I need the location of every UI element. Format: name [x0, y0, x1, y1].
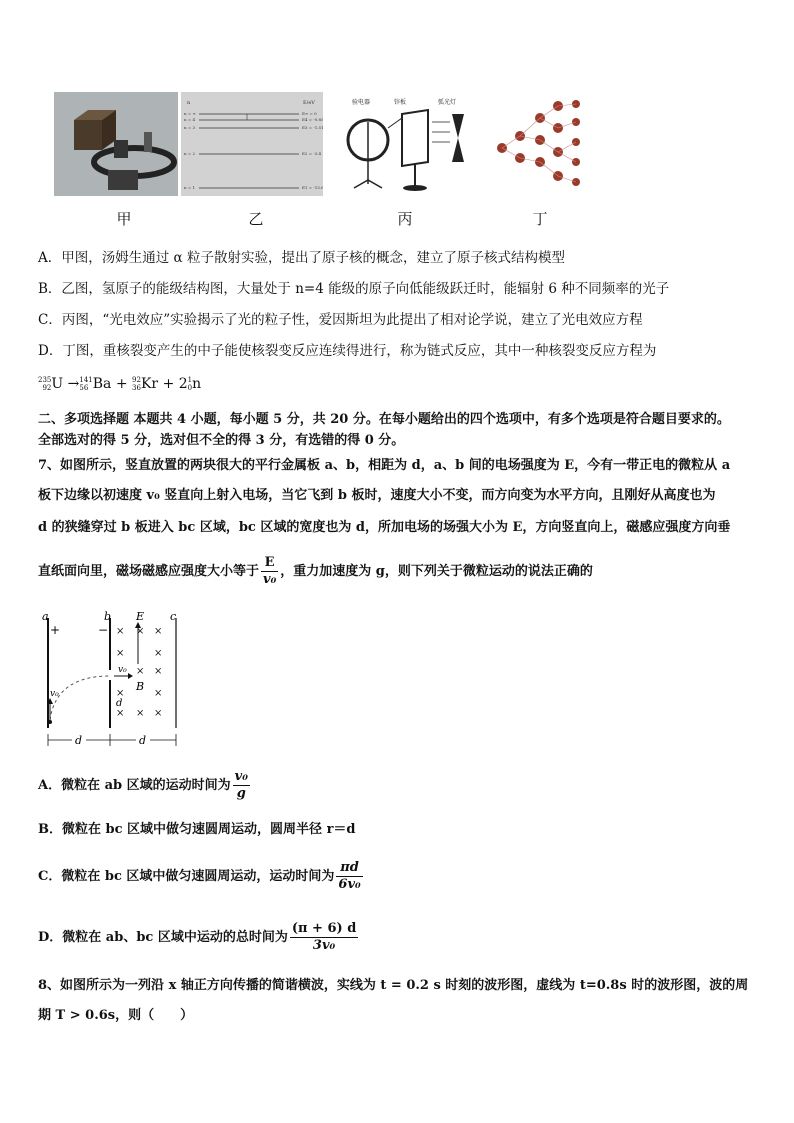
fig-label-e: E [136, 610, 145, 623]
fig-label-c: c [170, 610, 177, 623]
q6-option-c: C．丙图，“光电效应”实验揭示了光的粒子性，爱因斯坦为此提出了相对论学说，建立了光电效应方程 [38, 312, 643, 328]
fig-label-a: a [42, 610, 49, 623]
q7-line3: d 的狭缝穿过 b 板进入 bc 区域，bc 区域的宽度也为 d，所加电场的场强大小为 E，方向竖直向上，磁感应强度方向垂 [38, 520, 731, 535]
n-z: 0 [187, 384, 193, 392]
q7-option-c-text: C．微粒在 bc 区域中做匀速圆周运动，运动时间为 [38, 869, 335, 884]
q7-a-den: g [236, 786, 246, 801]
q7-option-c-fraction [336, 860, 362, 893]
yi-ev-label: E/eV [303, 100, 315, 106]
cross-r1c1: × [116, 626, 125, 637]
cross-r4c1: × [116, 688, 125, 699]
plus-1: + [115, 376, 128, 392]
q7-option-a-text: A．微粒在 ab 区域的运动时间为 [38, 778, 231, 793]
cross-r5c2: × [136, 708, 145, 719]
rutherford-apparatus-image [54, 92, 178, 196]
yi-level-1: n = 1 [184, 185, 196, 190]
q7-figure [38, 608, 188, 756]
fission-equation [38, 374, 201, 394]
q7-line4-a: 直纸面向里，磁场磁感应强度大小等于 [38, 564, 260, 579]
fig-label-b: b [104, 610, 112, 623]
cross-r1c2: × [136, 626, 145, 637]
q7-frac-den: v₀ [263, 572, 277, 587]
u-mass: 235 [38, 376, 52, 384]
chain-reaction-image [490, 92, 590, 196]
n-symbol: n [192, 376, 202, 392]
energy-level-diagram [181, 92, 323, 196]
kr-z: 36 [132, 384, 141, 392]
fig-label-v0: v₀ [50, 689, 59, 699]
caption-jia: 甲 [116, 210, 132, 228]
q7-line2: 板下边缘以初速度 v₀ 竖直向上射入电场，当它飞到 b 板时，速度大小不变，而方向变为水平方向，且刚好从高度也为 [38, 488, 716, 503]
q7-option-d [38, 918, 360, 958]
q7-option-a-fraction [233, 769, 250, 802]
q7-d-num: (π + 6) d [291, 921, 357, 936]
n-coef: 2 [178, 376, 188, 392]
q7-option-a [38, 766, 252, 806]
fig-minus: − [98, 623, 109, 637]
cross-r1c3: × [154, 626, 163, 637]
yi-level-2: n = 2 [184, 151, 196, 156]
kr-mass: 92 [132, 376, 141, 384]
q6-option-b: B．乙图，氢原子的能级结构图，大量处于 n=4 能级的原子向低能级跃迁时，能辐射 6 种不同频率的光子 [38, 281, 670, 297]
q7-d-den: 3v₀ [312, 938, 336, 953]
fig-label-v0-top: v₀ [118, 665, 127, 675]
cross-r5c3: × [154, 708, 163, 719]
figure-ding [490, 92, 590, 196]
bing-lamp-label: 弧光灯 [438, 99, 457, 106]
cross-r2c3: × [154, 648, 163, 659]
q6-option-d: D．丁图，重核裂变产生的中子能使核裂变反应连续得进行，称为链式反应，其中一种核裂变反应方程为 [38, 343, 657, 359]
yi-n-label: n [187, 100, 191, 106]
ba-z: 56 [79, 384, 89, 392]
figure-bing [338, 92, 478, 196]
q7-line1: 7、如图所示，竖直放置的两块很大的平行金属板 a、b，相距为 d，a、b 间的电场强度为 E，今有一带正电的微粒从 a [38, 458, 731, 473]
fig-label-d-inner: d [116, 698, 123, 709]
ba-mass: 141 [79, 376, 93, 384]
fig-plus: + [50, 623, 61, 637]
figure-yi [181, 92, 323, 196]
ba-symbol: Ba [92, 376, 112, 392]
yi-energy-4: E4 = -0.85 [302, 117, 323, 122]
q7-option-b: B．微粒在 bc 区域中做匀速圆周运动，圆周半径 r＝d [38, 822, 356, 837]
kr-symbol: Kr [140, 376, 159, 392]
q6-option-a: A．甲图，汤姆生通过 α 粒子散射实验，提出了原子核的概念，建立了原子核式结构模型 [38, 250, 565, 266]
u-symbol: U [51, 376, 64, 392]
q7-b-fraction [261, 555, 278, 588]
yi-energy-3: E3 = -1.51 [302, 125, 323, 130]
q7-option-d-text: D．微粒在 ab、bc 区域中运动的总时间为 [38, 930, 288, 945]
photoelectric-apparatus [338, 92, 478, 196]
yi-energy-2: E2 = -3.4 [302, 151, 322, 156]
cross-r2c1: × [116, 648, 125, 659]
u-z: 92 [42, 384, 52, 392]
q7-option-d-fraction [290, 921, 358, 954]
section2-line2: 全部选对的得 5 分，选对但不全的得 3 分，有选错的得 0 分。 [38, 433, 405, 448]
q7-line4 [38, 552, 593, 592]
q7-a-num: v₀ [234, 769, 248, 784]
arrow: → [67, 376, 80, 392]
q8-line1: 8、如图所示为一列沿 x 轴正方向传播的简谐横波，实线为 t = 0.2 s 时刻的波形图，虚线为 t=0.8s 时的波形图，波的周 [38, 978, 749, 993]
n-mass: 1 [187, 376, 193, 384]
yi-level-3: n = 3 [184, 125, 196, 130]
q7-field-diagram [38, 608, 188, 756]
plus-2: + [162, 376, 175, 392]
yi-energy-inf: E∞ = 0 [302, 111, 317, 116]
fig-label-d-left: d [75, 734, 83, 747]
fig-label-B: B [136, 680, 145, 693]
cross-r3c3: × [154, 666, 163, 677]
cross-r3c2: × [136, 666, 145, 677]
bing-electroscope-label: 验电器 [352, 99, 371, 106]
yi-level-4: n = 4 [184, 117, 196, 122]
caption-bing: 丙 [397, 210, 413, 228]
section2-line1: 二、多项选择题 本题共 4 小题，每小题 5 分，共 20 分。在每小题给出的四个选项中，有多个选项是符合题目要求的。 [38, 412, 730, 427]
q7-c-den: 6v₀ [338, 877, 361, 892]
fig-label-d-right: d [139, 734, 147, 747]
q7-frac-num: E [261, 555, 278, 572]
cross-r5c1: × [116, 708, 125, 719]
figure-jia [54, 92, 178, 196]
q7-c-num: πd [336, 860, 362, 877]
q7-option-c [38, 857, 365, 897]
q7-line4-b: ，重力加速度为 g，则下列关于微粒运动的说法正确的 [280, 564, 593, 579]
cross-r4c3: × [154, 688, 163, 699]
caption-ding: 丁 [532, 210, 548, 228]
bing-plate-label: 锌板 [394, 99, 407, 106]
yi-level-inf: n = ∞ [184, 111, 196, 116]
caption-yi: 乙 [248, 210, 264, 228]
q8-line2: 期 T > 0.6s，则（ ） [38, 1008, 194, 1023]
yi-energy-1: E1 = -13.6 [302, 185, 323, 190]
